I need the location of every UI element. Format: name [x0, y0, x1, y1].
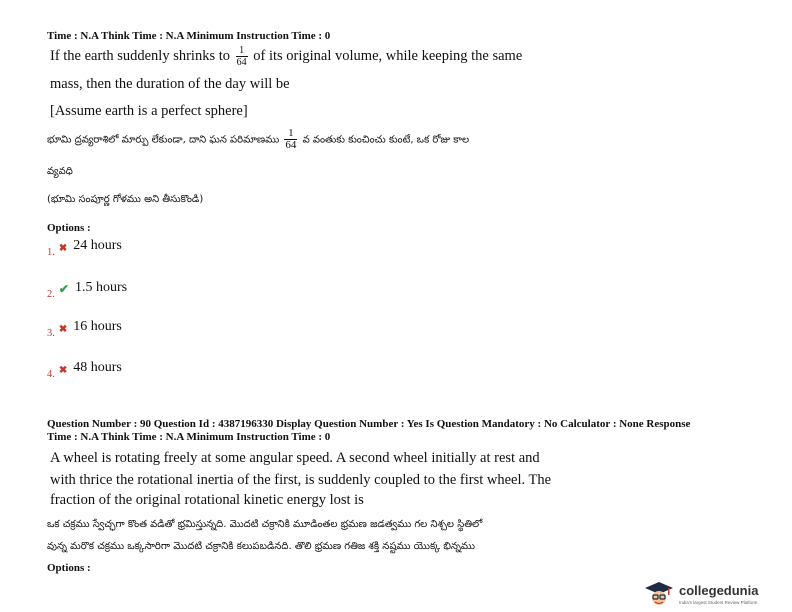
check-icon: ✔	[58, 282, 69, 296]
question-text-segment: If the earth suddenly shrinks to	[50, 48, 231, 64]
fraction-numerator: 1	[284, 128, 297, 140]
fraction-denominator: 64	[285, 139, 297, 151]
telugu-text-line-1: ఒక చక్రము స్వేచ్ఛగా కొంత వడితో భ్రమిస్తున్నది. మొదటి చక్రానికి మూడింతల భ్రమణ జడత్వము గల నిశ్చల స్థితిలో	[47, 519, 483, 530]
question-text-line-2: mass, then the duration of the day will be	[50, 76, 290, 92]
telugu-text-line-2: వ్యవధి	[47, 166, 73, 177]
option-number: 2.	[47, 289, 55, 300]
options-label: Options :	[47, 222, 91, 234]
fraction	[284, 128, 297, 151]
telugu-text-line-2: వున్న మరొక చక్రము ఒక్కసారిగా మొదటి చక్రానికి కలుపబడినది. తొలి భ్రమణ గతిజ శక్తి నష్టము యొక్క భిన్నము	[47, 541, 475, 552]
option-3[interactable]	[47, 317, 122, 339]
fraction-numerator: 1	[236, 45, 248, 57]
collegedunia-logo	[642, 580, 758, 608]
wrong-icon: ✖	[58, 365, 68, 376]
telugu-text-line-3: (భూమి సంపూర్ణ గోళము అని తీసుకొండి)	[47, 194, 204, 205]
fraction	[236, 45, 248, 68]
logo-tagline: India's largest Student Review Platform	[679, 600, 758, 605]
question-text-line-1	[50, 44, 522, 68]
graduate-mascot-icon	[642, 580, 676, 608]
option-text: 1.5 hours	[74, 280, 128, 295]
telugu-text-segment: భూమి ద్రవ్యరాశిలో మార్పు లేకుండా, దాని ఘన పరిమాణము	[47, 134, 280, 146]
wrong-icon: ✖	[58, 324, 68, 335]
question-meta: Time : N.A Think Time : N.A Minimum Instruction Time : 0	[47, 30, 331, 42]
option-text: 16 hours	[73, 319, 122, 334]
question-text-line-3: fraction of the original rotational kinetic energy lost is	[50, 492, 364, 508]
option-1[interactable]	[47, 236, 122, 258]
option-4[interactable]	[47, 358, 122, 380]
question-text-line-2: with thrice the rotational inertia of the first, is suddenly coupled to the first wheel. The	[50, 472, 552, 488]
telugu-text-segment: వ వంతుకు కుంచించు కుంటే, ఒక రోజు కాల	[302, 134, 470, 146]
option-text: 24 hours	[73, 238, 122, 253]
question-text-segment: of its original volume, while keeping the same	[253, 48, 523, 64]
wrong-icon: ✖	[58, 243, 68, 254]
question-text-line-3: [Assume earth is a perfect sphere]	[50, 103, 248, 119]
option-number: 4.	[47, 369, 55, 380]
option-2[interactable]	[47, 278, 128, 300]
question-meta-line-2: Time : N.A Think Time : N.A Minimum Instruction Time : 0	[47, 431, 331, 443]
option-number: 1.	[47, 247, 55, 258]
option-number: 3.	[47, 328, 55, 339]
question-text-line-1: A wheel is rotating freely at some angular speed. A second wheel initially at rest and	[50, 450, 540, 466]
logo-name: collegedunia	[679, 583, 759, 598]
fraction-denominator: 64	[236, 57, 247, 69]
options-label: Options :	[47, 562, 91, 574]
telugu-text-line-1	[47, 128, 469, 151]
option-text: 48 hours	[73, 360, 122, 375]
question-meta-line-1: Question Number : 90 Question Id : 4387196330 Display Question Number : Yes Is Question Mandatory : No Calculator : None Response	[47, 418, 691, 430]
